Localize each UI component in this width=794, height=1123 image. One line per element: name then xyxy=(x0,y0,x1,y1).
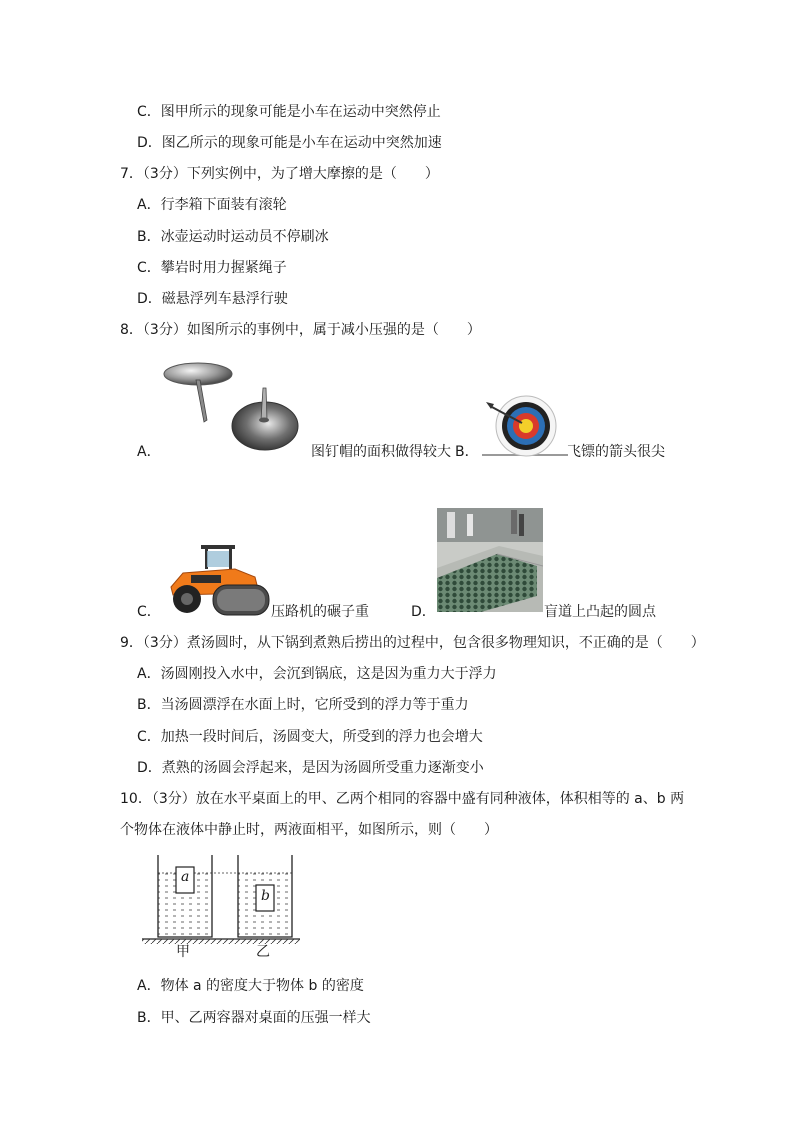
q8-option-d-text: 盲道上凸起的圆点 xyxy=(544,604,656,620)
q7-option-c: C．攀岩时用力握紧绳子 xyxy=(137,260,287,276)
q9-option-c: C．加热一段时间后，汤圆变大，所受到的浮力也会增大 xyxy=(137,729,483,745)
q8-option-b-text: 飞镖的箭头很尖 xyxy=(567,444,665,460)
road-roller-image xyxy=(163,543,271,617)
q8-option-c-text: 压路机的碾子重 xyxy=(271,604,369,620)
q7-stem: 7．（3分）下列实例中，为了增大摩擦的是（ ） xyxy=(120,166,439,182)
q10-stem-line2: 个物体在液体中静止时，两液面相平，如图所示，则（ ） xyxy=(120,822,498,838)
q7-option-b: B．冰壶运动时运动员不停刷冰 xyxy=(137,229,329,245)
q8-option-b-letter: B． xyxy=(455,444,479,460)
block-a-label: a xyxy=(181,869,190,885)
q9-option-d: D．煮熟的汤圆会浮起来，是因为汤圆所受重力逐渐变小 xyxy=(137,760,484,776)
container-jia-label: 甲 xyxy=(176,944,190,960)
container-yi-label: 乙 xyxy=(256,944,270,960)
q7-option-d: D．磁悬浮列车悬浮行驶 xyxy=(137,291,288,307)
q9-stem: 9．（3分）煮汤圆时，从下锅到煮熟后捞出的过程中，包含很多物理知识，不正确的是（ ） xyxy=(120,635,705,651)
q10-option-a: A．物体 a 的密度大于物体 b 的密度 xyxy=(137,978,364,994)
q10-option-b: B．甲、乙两容器对桌面的压强一样大 xyxy=(137,1010,371,1026)
q6-option-c: C．图甲所示的现象可能是小车在运动中突然停止 xyxy=(137,104,441,120)
block-b-label: b xyxy=(261,888,270,904)
q8-stem: 8．（3分）如图所示的事例中，属于减小压强的是（ ） xyxy=(120,322,481,338)
q8-option-d-letter: D． xyxy=(411,604,436,620)
q7-option-a: A．行李箱下面装有滚轮 xyxy=(137,197,287,213)
dart-target-image xyxy=(482,392,568,458)
q8-option-a-letter: A． xyxy=(137,444,161,460)
q9-option-a: A．汤圆刚投入水中，会沉到锅底，这是因为重力大于浮力 xyxy=(137,666,497,682)
tactile-paving-image xyxy=(437,508,543,612)
thumbtack-image xyxy=(160,356,310,456)
q8-option-c-letter: C． xyxy=(137,604,161,620)
q10-stem-line1: 10．（3分）放在水平桌面上的甲、乙两个相同的容器中盛有同种液体，体积相等的 a、b 两 xyxy=(120,791,685,807)
q9-option-b: B．当汤圆漂浮在水面上时，它所受到的浮力等于重力 xyxy=(137,697,469,713)
q6-option-d: D．图乙所示的现象可能是小车在运动中突然加速 xyxy=(137,135,442,151)
containers-figure xyxy=(140,853,305,963)
q8-option-a-text: 图钉帽的面积做得较大 xyxy=(311,444,451,460)
